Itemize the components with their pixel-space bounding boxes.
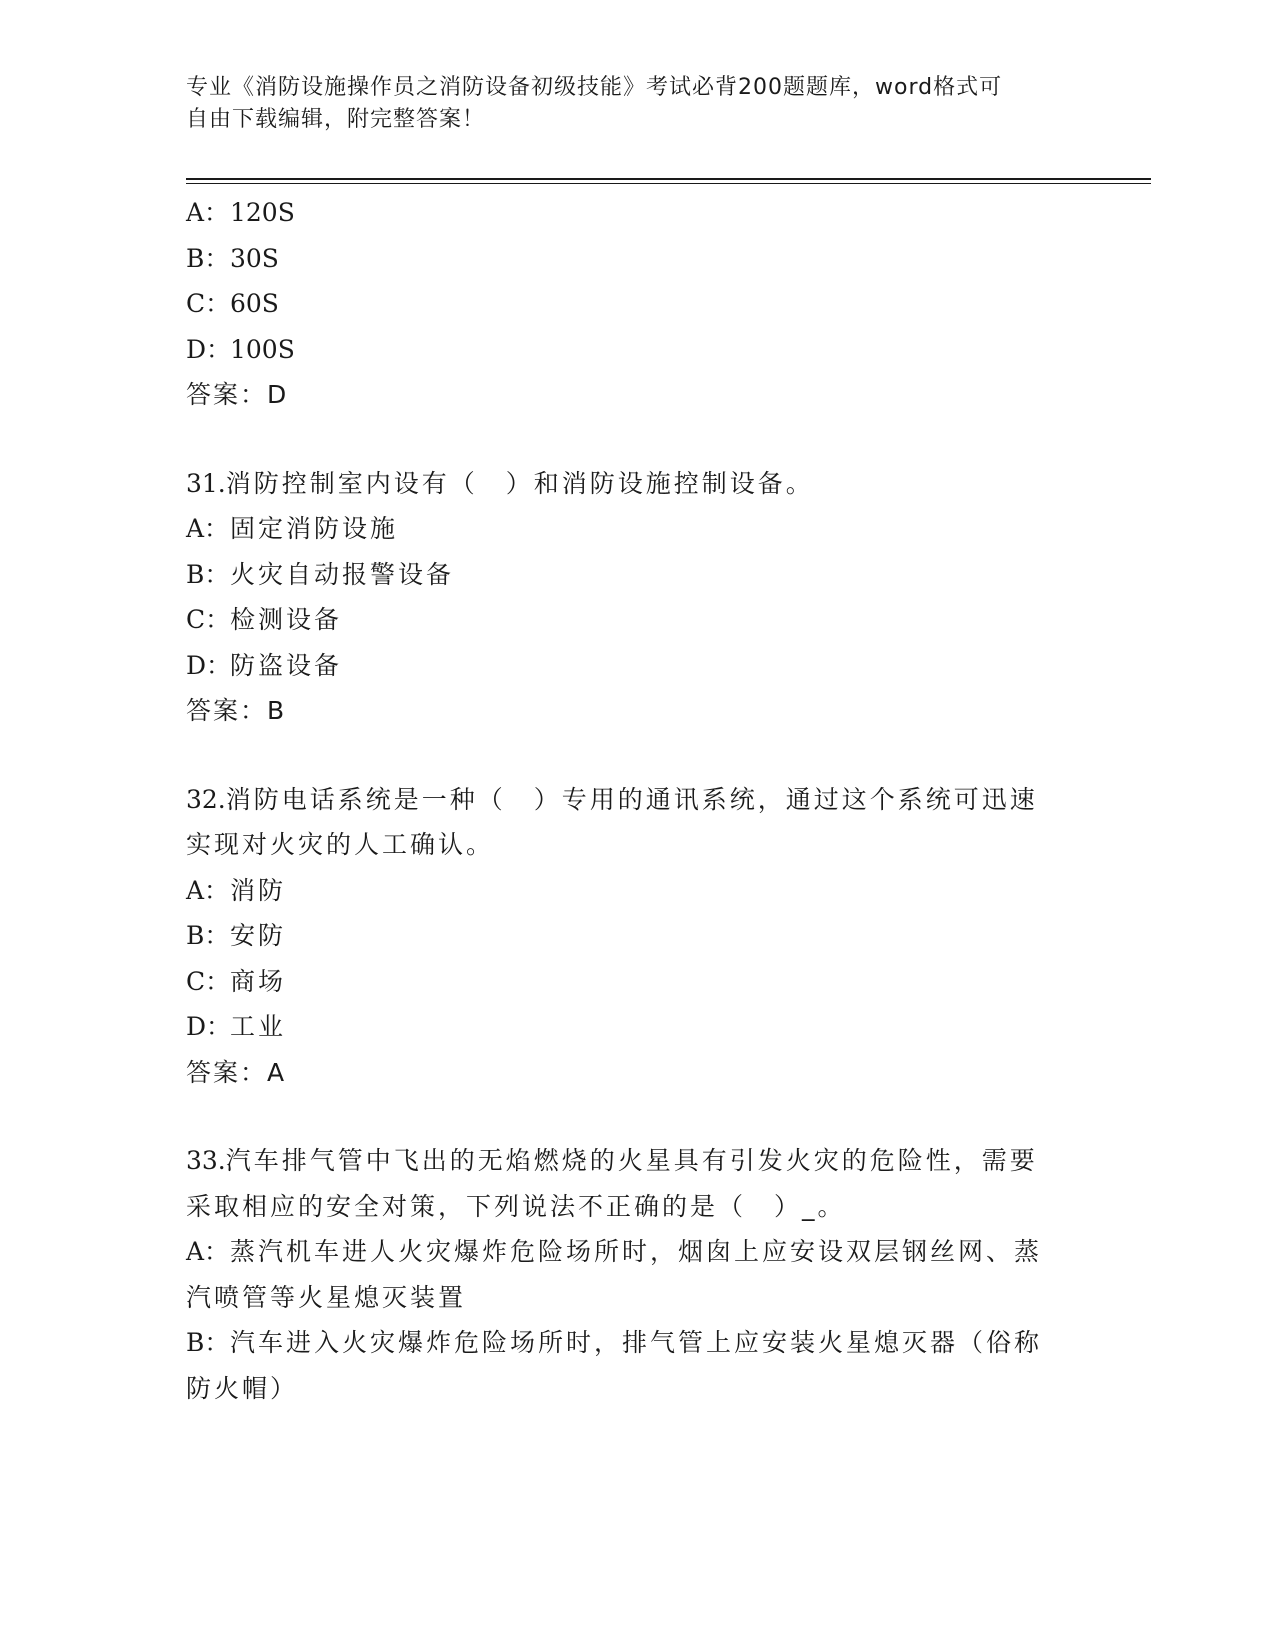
option-text: 工业 bbox=[230, 1012, 287, 1041]
option-b bbox=[186, 552, 1086, 598]
option-text: 商场 bbox=[230, 966, 287, 996]
question-content bbox=[186, 190, 1086, 1411]
prev-question-block bbox=[186, 190, 1086, 418]
header-divider bbox=[186, 178, 1151, 180]
option-label: D： bbox=[186, 334, 232, 364]
spacer bbox=[186, 1095, 1086, 1138]
question-text bbox=[186, 461, 1086, 507]
option-label: B： bbox=[186, 1328, 230, 1357]
option-text: 120S bbox=[230, 198, 295, 227]
answer-line: 答案：A bbox=[186, 1057, 287, 1087]
option-text: 60S bbox=[230, 289, 279, 318]
option-text: 固定消防设施 bbox=[230, 514, 399, 543]
option-text: 消防 bbox=[230, 875, 287, 905]
option-label: C： bbox=[186, 289, 231, 318]
option-text: 30S bbox=[230, 243, 279, 273]
question-33-block bbox=[186, 1138, 1086, 1411]
option-label: B： bbox=[186, 243, 230, 273]
option-text: 安防 bbox=[230, 921, 287, 950]
option-c bbox=[186, 597, 1086, 643]
option-b-continued: 防火帽） bbox=[186, 1373, 299, 1403]
option-a bbox=[186, 868, 1086, 914]
option-b bbox=[186, 236, 1086, 282]
question-text-continued: 采取相应的安全对策，下列说法不正确的是（ ）_。 bbox=[186, 1191, 846, 1221]
option-label: A： bbox=[186, 1237, 230, 1266]
question-stem: 消防控制室内设有（ ）和消防设施控制设备。 bbox=[225, 468, 814, 498]
option-text: 汽车进入火灾爆炸危险场所时，排气管上应安装火星熄灭器（俗称 bbox=[230, 1328, 1043, 1357]
document-header bbox=[186, 72, 1066, 136]
option-d bbox=[186, 1004, 1086, 1050]
question-text bbox=[186, 777, 1086, 823]
option-a bbox=[186, 1229, 1086, 1275]
option-label: B： bbox=[186, 559, 230, 589]
option-a bbox=[186, 506, 1086, 552]
option-c bbox=[186, 959, 1086, 1005]
option-d bbox=[186, 643, 1086, 689]
option-a-continued: 汽喷管等火星熄灭装置 bbox=[186, 1282, 467, 1312]
answer-line: 答案：B bbox=[186, 696, 287, 725]
option-b bbox=[186, 1320, 1086, 1366]
option-b bbox=[186, 913, 1086, 959]
header-title-line-1: 专业《消防设施操作员之消防设备初级技能》考试必背200题题库，word格式可 bbox=[186, 75, 1003, 100]
option-label: C： bbox=[186, 605, 231, 634]
question-32-block bbox=[186, 777, 1086, 1096]
option-label: D： bbox=[186, 650, 232, 680]
option-d bbox=[186, 327, 1086, 373]
header-title-line-2: 自由下载编辑，附完整答案！ bbox=[186, 107, 486, 132]
spacer bbox=[186, 418, 1086, 461]
question-number: 32. bbox=[186, 784, 226, 814]
option-label: D： bbox=[186, 1012, 232, 1041]
option-text: 防盗设备 bbox=[230, 650, 343, 680]
option-text: 100S bbox=[230, 334, 295, 364]
question-text bbox=[186, 1138, 1086, 1184]
option-a bbox=[186, 190, 1086, 236]
option-label: A： bbox=[186, 875, 230, 905]
question-text-continued: 实现对火灾的人工确认。 bbox=[186, 830, 495, 859]
option-c bbox=[186, 281, 1086, 327]
question-number: 31. bbox=[186, 468, 226, 498]
option-text: 检测设备 bbox=[230, 605, 343, 634]
option-text: 蒸汽机车进人火灾爆炸危险场所时，烟囱上应安设双层钢丝网、蒸 bbox=[230, 1237, 1043, 1266]
question-31-block bbox=[186, 461, 1086, 734]
option-label: B： bbox=[186, 921, 230, 950]
option-label: C： bbox=[186, 966, 231, 996]
question-stem: 消防电话系统是一种（ ）专用的通讯系统，通过这个系统可迅速 bbox=[225, 784, 1038, 814]
question-stem: 汽车排气管中飞出的无焰燃烧的火星具有引发火灾的危险性，需要 bbox=[225, 1146, 1038, 1175]
question-number: 33. bbox=[186, 1146, 226, 1175]
option-label: A： bbox=[186, 514, 230, 543]
option-text: 火灾自动报警设备 bbox=[230, 559, 455, 589]
answer-line: 答案：D bbox=[186, 380, 289, 409]
spacer bbox=[186, 734, 1086, 777]
option-label: A： bbox=[186, 198, 230, 227]
header-divider-thin bbox=[186, 183, 1151, 184]
